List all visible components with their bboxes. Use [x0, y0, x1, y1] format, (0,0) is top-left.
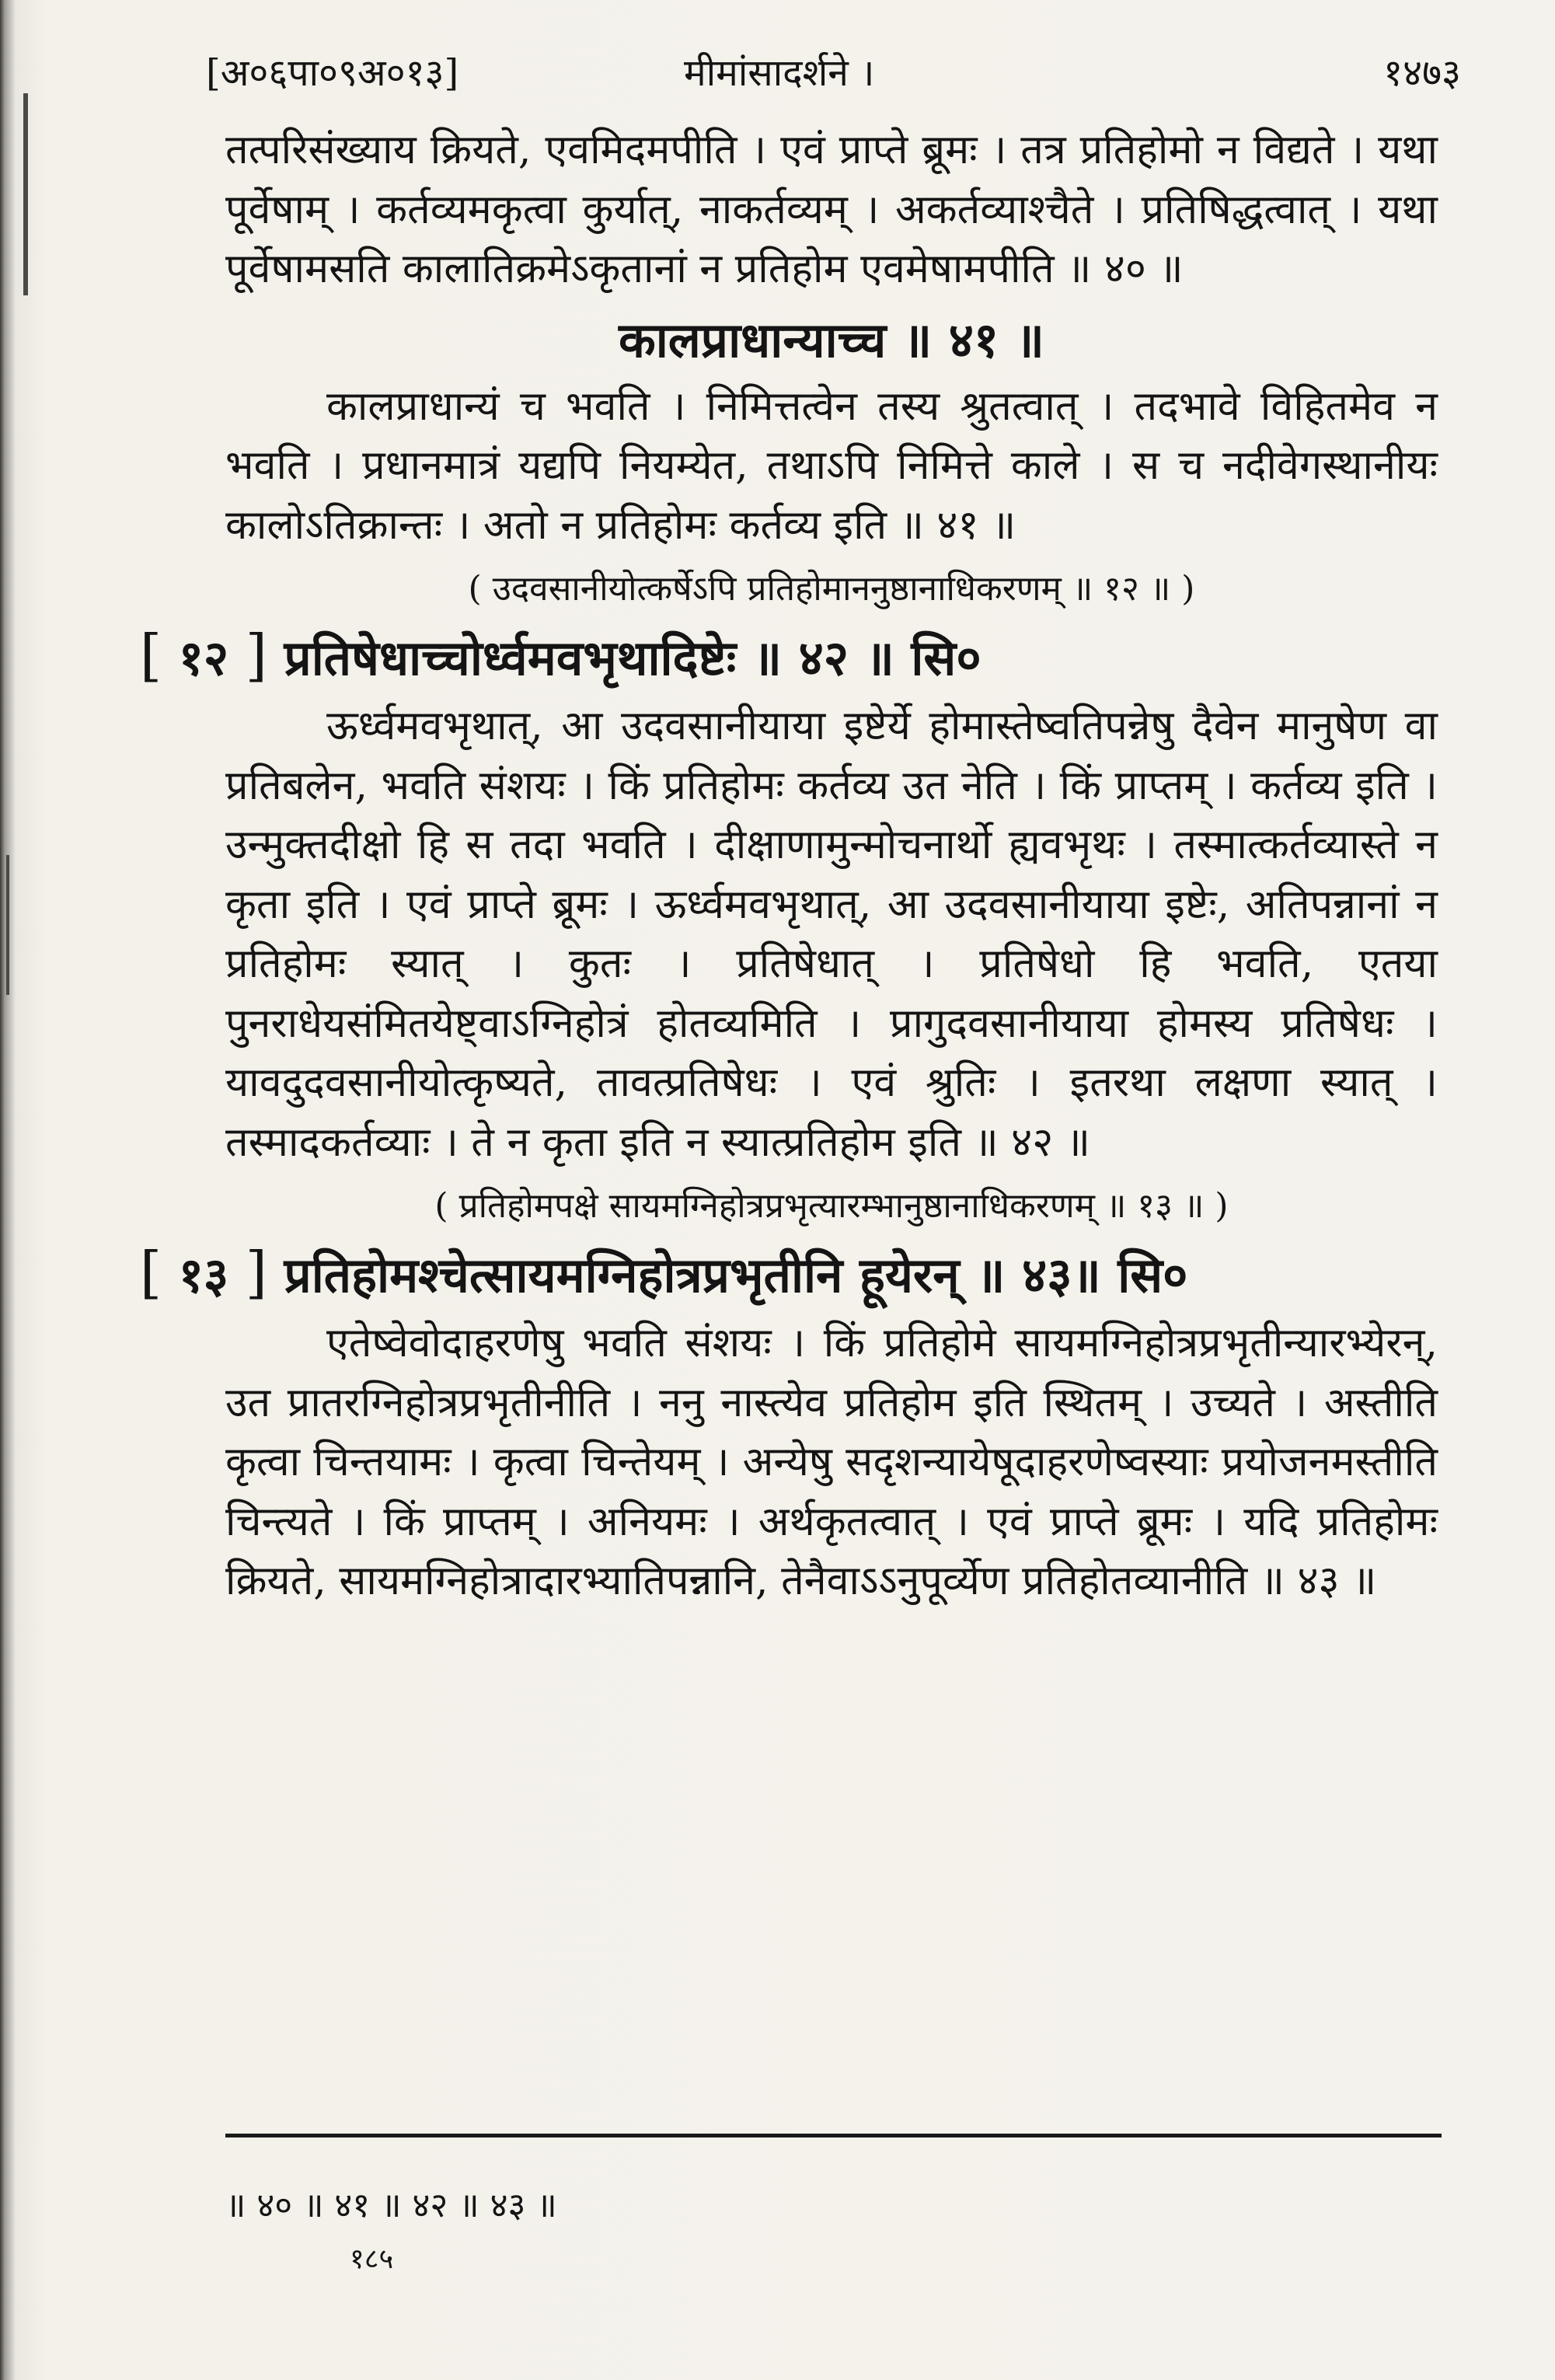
- adhikarana-number: १२: [178, 630, 229, 686]
- commentary-paragraph-43: एतेष्वेवोदाहरणेषु भवति संशयः । किं प्रतिहोमे सायमग्निहोत्रप्रभृतीन्यारभ्येरन्, उत प्रातरग्निहोत्रप्रभृतीनीति । ननु नास्त्येव प्रतिहोम इति स्थितम् । उच्यते । अस्तीति कृत्वा चिन्तयामः । कृत्वा चिन्तेयम् । अन्येषु सदृशन्यायेषूदाहरणेष्वस्याः प्रयोजनमस्तीति चिन्त्यते । किं प्राप्तम् । अनियमः । अर्थकृतत्वात् । एवं प्राप्ते ब्रूमः । यदि प्रतिहोमः क्रियते, सायमग्निहोत्रादारभ्यातिपन्नानि, तेनैवाऽऽनुपूर्व्येण प्रतिहोतव्यानीति ॥ ४३ ॥: [225, 1320, 1438, 1604]
- commentary-paragraph-40: तत्परिसंख्याय क्रियते, एवमिदमपीति । एवं प्राप्ते ब्रूमः । तत्र प्रतिहोमो न विद्यते । यथा पूर्वेषाम् । कर्तव्यमकृत्वा कुर्यात्, नाकर्तव्यम् । अकर्तव्याश्चैते । प्रतिषिद्धत्वात् । यथा पूर्वेषामसति कालातिक्रमेऽकृतानां न प्रतिहोम एवमेषामपीति ॥ ४० ॥: [225, 127, 1438, 292]
- sutra-43: प्रतिहोमश्चेत्सायमग्निहोत्रप्रभृतीनि हूयेरन् ॥ ४३॥ सि०: [284, 1247, 1188, 1303]
- footer-sutra-refs: ॥ ४० ॥ ४१ ॥ ४२ ॥ ४३ ॥: [225, 2186, 557, 2225]
- sutra-42: प्रतिषेधाच्चोर्ध्वमवभृथादिष्टेः ॥ ४२ ॥ सि०: [284, 630, 981, 686]
- adhikarana-number: १३: [178, 1247, 229, 1303]
- sutra-42-heading: [ १२ ] प्रतिषेधाच्चोर्ध्वमवभृथादिष्टेः ॥ ४२ ॥ सि०: [140, 623, 981, 688]
- running-header: [206, 27, 1461, 120]
- adhikarana-title-13: ( प्रतिहोमपक्षे सायमग्निहोत्रप्रभृत्यारम्भानुष्ठानाधिकरणम् ॥ १३ ॥ ): [434, 1186, 1229, 1226]
- footer-divider: [225, 2134, 1442, 2137]
- spine-shadow: [6, 855, 9, 995]
- spine-shadow: [23, 93, 28, 295]
- sutra-43-heading: [ १३ ] प्रतिहोमश्चेत्सायमग्निहोत्रप्रभृतीनि हूयेरन् ॥ ४३॥ सि०: [140, 1240, 1188, 1305]
- header-title: मीमांसादर्शने ।: [684, 51, 875, 95]
- commentary-paragraph-41: कालप्राधान्यं च भवति । निमित्तत्वेन तस्य श्रुतत्वात् । तदभावे विहितमेव न भवति । प्रधानमात्रं यद्यपि नियम्येत, तथाऽपि निमित्ते काले । स च नदीवेगस्थानीयः कालोऽतिक्रान्तः । अतो न प्रतिहोमः कर्तव्य इति ॥ ४१ ॥: [225, 382, 1438, 549]
- sutra-41: कालप्राधान्याच्च ॥ ४१ ॥: [619, 311, 1044, 368]
- page-number: १४७३: [1383, 51, 1461, 95]
- sheet-signature: १८५: [350, 2243, 394, 2275]
- header-section-ref: [अ०६पा०९अ०१३]: [206, 51, 459, 95]
- adhikarana-title-12: ( उदवसानीयोत्कर्षेऽपि प्रतिहोमाननुष्ठानाधिकरणम् ॥ १२ ॥ ): [468, 569, 1195, 609]
- page-content: [140, 27, 1461, 1611]
- commentary-paragraph-42: ऊर्ध्वमवभृथात्, आ उदवसानीयाया इष्टेर्ये होमास्तेष्वतिपन्नेषु दैवेन मानुषेण वा प्रतिबलेन, भवति संशयः । किं प्रतिहोमः कर्तव्य उत नेति । किं प्राप्तम् । कर्तव्य इति । उन्मुक्तदीक्षो हि स तदा भवति । दीक्षाणामुन्मोचनार्थो ह्यवभृथः । तस्मात्कर्तव्यास्ते न कृता इति । एवं प्राप्ते ब्रूमः । ऊर्ध्वमवभृथात्, आ उदवसानीयाया इष्टेः, अतिपन्नानां न प्रतिहोमः स्यात् । कुतः । प्रतिषेधात् । प्रतिषेधो हि भवति, एतया पुनराधेयसंमितयेष्ट्वाऽग्निहोत्रं होतव्यमिति । प्रागुदवसानीयाया होमस्य प्रतिषेधः । यावदुदवसानीयोत्कृष्यते, तावत्प्रतिषेधः । एवं श्रुतिः । इतरथा लक्षणा स्यात् । तस्मादकर्तव्याः । ते न कृता इति न स्यात्प्रतिहोम इति ॥ ४२ ॥: [225, 703, 1438, 1166]
